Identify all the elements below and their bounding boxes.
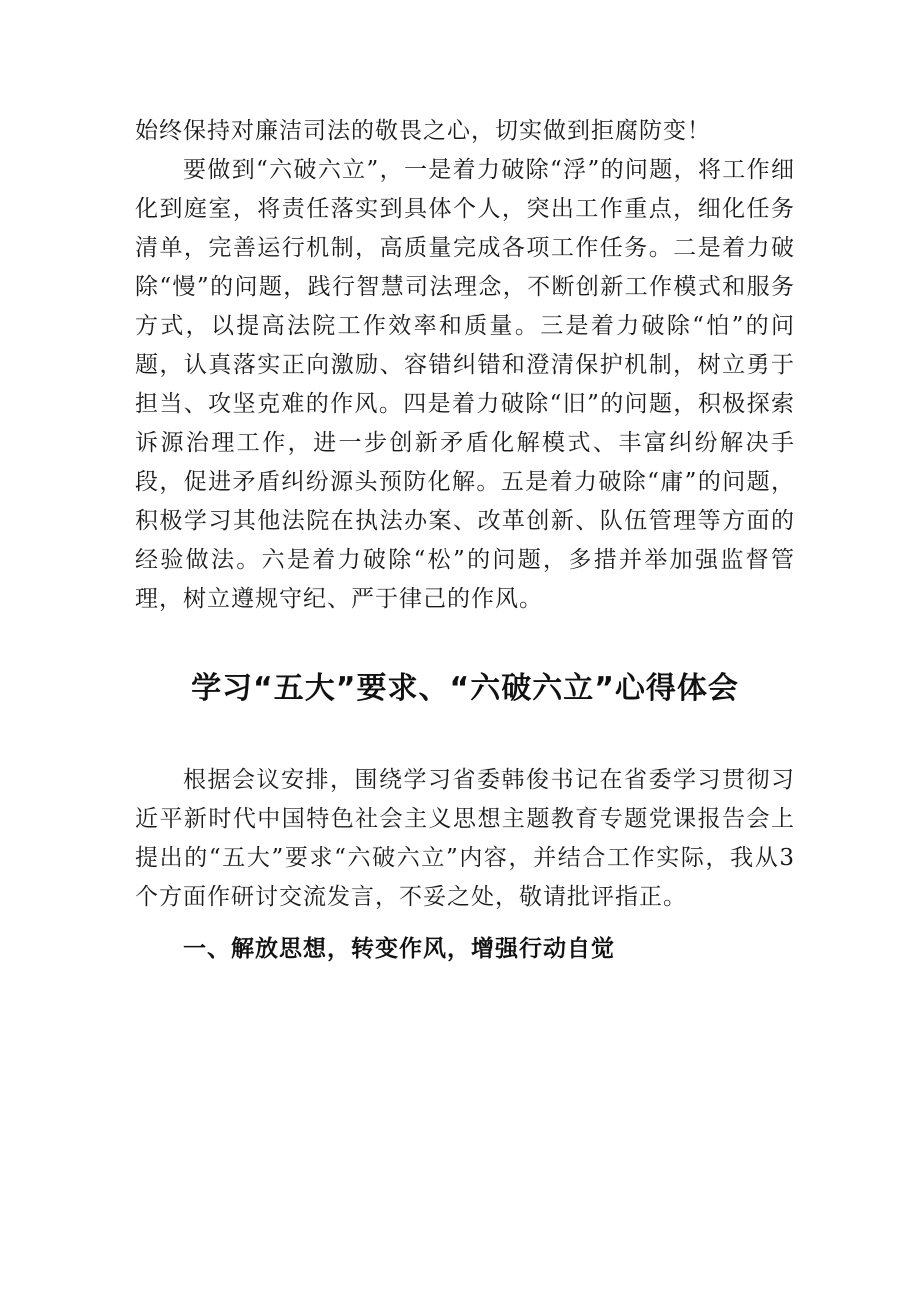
paragraph-continuation: 始终保持对廉洁司法的敬畏之心，切实做到拒腐防变！ — [135, 118, 711, 144]
article-title: 学习“五大”要求、“六破六立”心得体会 — [191, 671, 739, 706]
paragraph-six-break-six-establish: 要做到“六破六立”，一是着力破除“浮”的问题，将工作细化到庭室，将责任落实到具体个人，突出工作重点，细化任务清单，完善运行机制，高质量完成各项工作任务。二是着力破除“慢”的问题，践行智慧司法理念，不断创新工作模式和服务方式，以提高法院工作效率和质量。三是着力破除“怕”的问题，认真落实正向激励、容错纠错和澄清保护机制，树立勇于担当、攻坚克难的作风。四是着力破除“旧”的问题，积极探索诉源治理工作，进一步创新矛盾化解模式、丰富纠纷解决手段，促进矛盾纠纷源头预防化解。五是着力破除“庸”的问题，积极学习其他法院在执法办案、改革创新、队伍管理等方面的经验做法。六是着力破除“松”的问题，多措并举加强监督管理，树立遵规守纪、严于律己的作风。 — [135, 157, 795, 612]
document-body — [135, 112, 795, 969]
paragraph-introduction: 根据会议安排，围绕学习省委韩俊书记在省委学习贯彻习近平新时代中国特色社会主义思想主题教育专题党课报告会上提出的“五大”要求“六破六立”内容，并结合工作实际，我从3个方面作研讨交流发言，不妥之处，敬请批评指正。 — [135, 767, 795, 910]
section-heading-1: 一、解放思想，转变作风，增强行动自觉 — [183, 936, 615, 962]
